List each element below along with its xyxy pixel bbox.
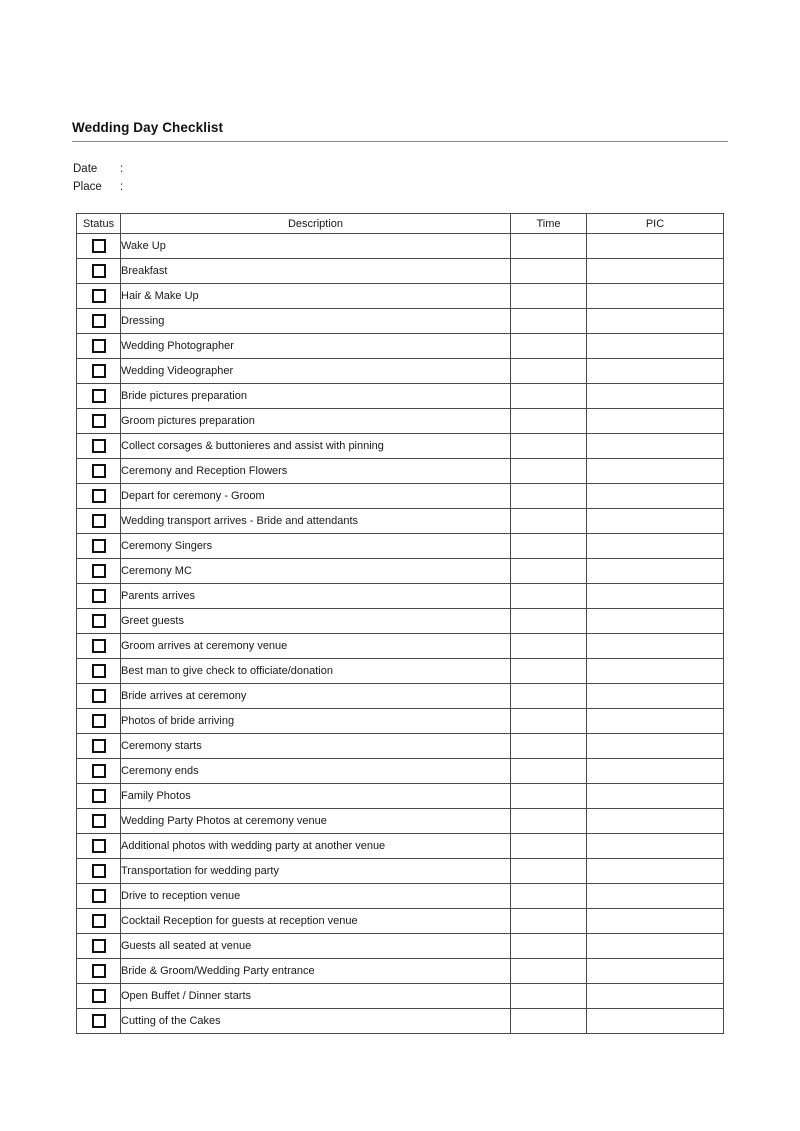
table-row: [77, 584, 724, 609]
checkbox-icon[interactable]: [92, 364, 106, 378]
time-cell[interactable]: [511, 484, 587, 509]
table-row: [77, 934, 724, 959]
checkbox-icon[interactable]: [92, 314, 106, 328]
pic-cell[interactable]: [587, 409, 724, 434]
pic-cell[interactable]: [587, 834, 724, 859]
column-header-status: Status: [77, 214, 121, 234]
table-header-row: [77, 214, 724, 234]
pic-cell[interactable]: [587, 984, 724, 1009]
pic-cell[interactable]: [587, 734, 724, 759]
time-cell[interactable]: [511, 984, 587, 1009]
description-cell: Hair & Make Up: [121, 284, 511, 309]
pic-cell[interactable]: [587, 234, 724, 259]
time-cell[interactable]: [511, 884, 587, 909]
status-cell[interactable]: [77, 984, 121, 1009]
status-cell[interactable]: [77, 359, 121, 384]
checkbox-icon[interactable]: [92, 714, 106, 728]
checkbox-icon[interactable]: [92, 539, 106, 553]
description-cell: Groom pictures preparation: [121, 409, 511, 434]
meta-row-date: [73, 160, 330, 178]
table-header: [77, 214, 724, 234]
checkbox-icon[interactable]: [92, 239, 106, 253]
time-cell[interactable]: [511, 434, 587, 459]
status-cell[interactable]: [77, 284, 121, 309]
table-row: [77, 409, 724, 434]
checkbox-icon[interactable]: [92, 764, 106, 778]
column-header-description: Description: [121, 214, 511, 234]
checkbox-icon[interactable]: [92, 389, 106, 403]
description-cell: Ceremony MC: [121, 559, 511, 584]
time-cell[interactable]: [511, 409, 587, 434]
checkbox-icon[interactable]: [92, 339, 106, 353]
checkbox-icon[interactable]: [92, 914, 106, 928]
checkbox-icon[interactable]: [92, 939, 106, 953]
table-row: [77, 834, 724, 859]
pic-cell[interactable]: [587, 959, 724, 984]
checkbox-icon[interactable]: [92, 514, 106, 528]
time-cell[interactable]: [511, 559, 587, 584]
time-cell[interactable]: [511, 934, 587, 959]
description-cell: Greet guests: [121, 609, 511, 634]
status-cell[interactable]: [77, 684, 121, 709]
checkbox-icon[interactable]: [92, 264, 106, 278]
status-cell[interactable]: [77, 959, 121, 984]
table-row: [77, 434, 724, 459]
time-cell[interactable]: [511, 534, 587, 559]
checkbox-icon[interactable]: [92, 589, 106, 603]
table-row: [77, 309, 724, 334]
checkbox-icon[interactable]: [92, 614, 106, 628]
status-cell[interactable]: [77, 559, 121, 584]
status-cell[interactable]: [77, 834, 121, 859]
time-cell[interactable]: [511, 709, 587, 734]
description-cell: Transportation for wedding party: [121, 859, 511, 884]
description-cell: Photos of bride arriving: [121, 709, 511, 734]
table-body: [77, 234, 724, 1034]
date-separator: :: [120, 163, 124, 175]
checkbox-icon[interactable]: [92, 989, 106, 1003]
status-cell[interactable]: [77, 409, 121, 434]
checkbox-icon[interactable]: [92, 739, 106, 753]
checkbox-icon[interactable]: [92, 414, 106, 428]
time-cell[interactable]: [511, 684, 587, 709]
description-cell: Ceremony ends: [121, 759, 511, 784]
status-cell[interactable]: [77, 784, 121, 809]
time-cell[interactable]: [511, 359, 587, 384]
status-cell[interactable]: [77, 634, 121, 659]
checkbox-icon[interactable]: [92, 789, 106, 803]
description-cell: Wedding Party Photos at ceremony venue: [121, 809, 511, 834]
column-header-pic: PIC: [587, 214, 724, 234]
description-cell: Collect corsages & buttonieres and assist with pinning: [121, 434, 511, 459]
pic-cell[interactable]: [587, 909, 724, 934]
status-cell[interactable]: [77, 484, 121, 509]
checkbox-icon[interactable]: [92, 489, 106, 503]
pic-cell[interactable]: [587, 634, 724, 659]
status-cell[interactable]: [77, 734, 121, 759]
description-cell: Bride pictures preparation: [121, 384, 511, 409]
description-cell: Groom arrives at ceremony venue: [121, 634, 511, 659]
status-cell[interactable]: [77, 934, 121, 959]
time-cell[interactable]: [511, 284, 587, 309]
time-cell[interactable]: [511, 459, 587, 484]
table-row: [77, 859, 724, 884]
column-header-time: Time: [511, 214, 587, 234]
checkbox-icon[interactable]: [92, 839, 106, 853]
table-row: [77, 259, 724, 284]
description-cell: Cocktail Reception for guests at reception venue: [121, 909, 511, 934]
status-cell[interactable]: [77, 809, 121, 834]
description-cell: Wake Up: [121, 234, 511, 259]
place-label: Place: [73, 181, 102, 193]
checklist-table: [76, 213, 724, 1034]
pic-cell[interactable]: [587, 309, 724, 334]
pic-cell[interactable]: [587, 1009, 724, 1034]
status-cell[interactable]: [77, 234, 121, 259]
status-cell[interactable]: [77, 859, 121, 884]
checkbox-icon[interactable]: [92, 864, 106, 878]
table-row: [77, 534, 724, 559]
time-cell[interactable]: [511, 909, 587, 934]
checkbox-icon[interactable]: [92, 289, 106, 303]
pic-cell[interactable]: [587, 559, 724, 584]
pic-cell[interactable]: [587, 459, 724, 484]
table-row: [77, 684, 724, 709]
description-cell: Dressing: [121, 309, 511, 334]
table-row: [77, 634, 724, 659]
pic-cell[interactable]: [587, 484, 724, 509]
time-cell[interactable]: [511, 734, 587, 759]
description-cell: Bride & Groom/Wedding Party entrance: [121, 959, 511, 984]
time-cell[interactable]: [511, 609, 587, 634]
status-cell[interactable]: [77, 759, 121, 784]
checkbox-icon[interactable]: [92, 814, 106, 828]
checkbox-icon[interactable]: [92, 564, 106, 578]
time-cell[interactable]: [511, 259, 587, 284]
table-row: [77, 959, 724, 984]
title-block: [72, 120, 728, 142]
time-cell[interactable]: [511, 859, 587, 884]
checklist-table-container: [76, 213, 723, 1034]
time-cell[interactable]: [511, 334, 587, 359]
table-row: [77, 659, 724, 684]
time-cell[interactable]: [511, 759, 587, 784]
description-cell: Ceremony starts: [121, 734, 511, 759]
pic-cell[interactable]: [587, 509, 724, 534]
pic-cell[interactable]: [587, 684, 724, 709]
status-cell[interactable]: [77, 884, 121, 909]
checkbox-icon[interactable]: [92, 889, 106, 903]
table-row: [77, 234, 724, 259]
table-row: [77, 609, 724, 634]
status-cell[interactable]: [77, 459, 121, 484]
table-row: [77, 359, 724, 384]
description-cell: Wedding transport arrives - Bride and attendants: [121, 509, 511, 534]
pic-cell[interactable]: [587, 534, 724, 559]
time-cell[interactable]: [511, 634, 587, 659]
pic-cell[interactable]: [587, 809, 724, 834]
pic-cell[interactable]: [587, 284, 724, 309]
time-cell[interactable]: [511, 1009, 587, 1034]
description-cell: Depart for ceremony - Groom: [121, 484, 511, 509]
time-cell[interactable]: [511, 809, 587, 834]
time-cell[interactable]: [511, 659, 587, 684]
status-cell[interactable]: [77, 659, 121, 684]
table-row: [77, 284, 724, 309]
checkbox-icon[interactable]: [92, 639, 106, 653]
table-row: [77, 984, 724, 1009]
description-cell: Bride arrives at ceremony: [121, 684, 511, 709]
place-separator: :: [120, 181, 124, 193]
pic-cell[interactable]: [587, 584, 724, 609]
status-cell[interactable]: [77, 609, 121, 634]
table-row: [77, 909, 724, 934]
table-row: [77, 759, 724, 784]
time-cell[interactable]: [511, 234, 587, 259]
meta-row-place: [73, 178, 330, 196]
table-row: [77, 459, 724, 484]
time-cell[interactable]: [511, 384, 587, 409]
pic-cell[interactable]: [587, 334, 724, 359]
table-row: [77, 784, 724, 809]
pic-cell[interactable]: [587, 359, 724, 384]
status-cell[interactable]: [77, 534, 121, 559]
meta-block: [73, 160, 330, 196]
pic-cell[interactable]: [587, 784, 724, 809]
description-cell: Drive to reception venue: [121, 884, 511, 909]
checkbox-icon[interactable]: [92, 439, 106, 453]
description-cell: Best man to give check to officiate/donation: [121, 659, 511, 684]
description-cell: Ceremony and Reception Flowers: [121, 459, 511, 484]
time-cell[interactable]: [511, 834, 587, 859]
title-divider: [72, 141, 728, 142]
pic-cell[interactable]: [587, 659, 724, 684]
description-cell: Additional photos with wedding party at another venue: [121, 834, 511, 859]
time-cell[interactable]: [511, 309, 587, 334]
description-cell: Family Photos: [121, 784, 511, 809]
table-row: [77, 1009, 724, 1034]
status-cell[interactable]: [77, 509, 121, 534]
checkbox-icon[interactable]: [92, 1014, 106, 1028]
status-cell[interactable]: [77, 709, 121, 734]
table-row: [77, 709, 724, 734]
pic-cell[interactable]: [587, 259, 724, 284]
time-cell[interactable]: [511, 784, 587, 809]
status-cell[interactable]: [77, 309, 121, 334]
description-cell: Wedding Videographer: [121, 359, 511, 384]
table-row: [77, 509, 724, 534]
table-row: [77, 809, 724, 834]
date-label: Date: [73, 163, 98, 175]
description-cell: Cutting of the Cakes: [121, 1009, 511, 1034]
status-cell[interactable]: [77, 1009, 121, 1034]
status-cell[interactable]: [77, 259, 121, 284]
table-row: [77, 484, 724, 509]
description-cell: Breakfast: [121, 259, 511, 284]
table-row: [77, 884, 724, 909]
checkbox-icon[interactable]: [92, 689, 106, 703]
pic-cell[interactable]: [587, 859, 724, 884]
pic-cell[interactable]: [587, 384, 724, 409]
pic-cell[interactable]: [587, 884, 724, 909]
status-cell[interactable]: [77, 584, 121, 609]
pic-cell[interactable]: [587, 934, 724, 959]
checkbox-icon[interactable]: [92, 464, 106, 478]
description-cell: Ceremony Singers: [121, 534, 511, 559]
pic-cell[interactable]: [587, 709, 724, 734]
status-cell[interactable]: [77, 909, 121, 934]
table-row: [77, 334, 724, 359]
description-cell: Open Buffet / Dinner starts: [121, 984, 511, 1009]
page-title: Wedding Day Checklist: [72, 120, 224, 135]
description-cell: Wedding Photographer: [121, 334, 511, 359]
status-cell[interactable]: [77, 434, 121, 459]
status-cell[interactable]: [77, 384, 121, 409]
pic-cell[interactable]: [587, 609, 724, 634]
pic-cell[interactable]: [587, 434, 724, 459]
status-cell[interactable]: [77, 334, 121, 359]
table-row: [77, 384, 724, 409]
table-row: [77, 734, 724, 759]
checkbox-icon[interactable]: [92, 664, 106, 678]
time-cell[interactable]: [511, 509, 587, 534]
time-cell[interactable]: [511, 584, 587, 609]
time-cell[interactable]: [511, 959, 587, 984]
pic-cell[interactable]: [587, 759, 724, 784]
description-cell: Guests all seated at venue: [121, 934, 511, 959]
table-row: [77, 559, 724, 584]
checkbox-icon[interactable]: [92, 964, 106, 978]
description-cell: Parents arrives: [121, 584, 511, 609]
